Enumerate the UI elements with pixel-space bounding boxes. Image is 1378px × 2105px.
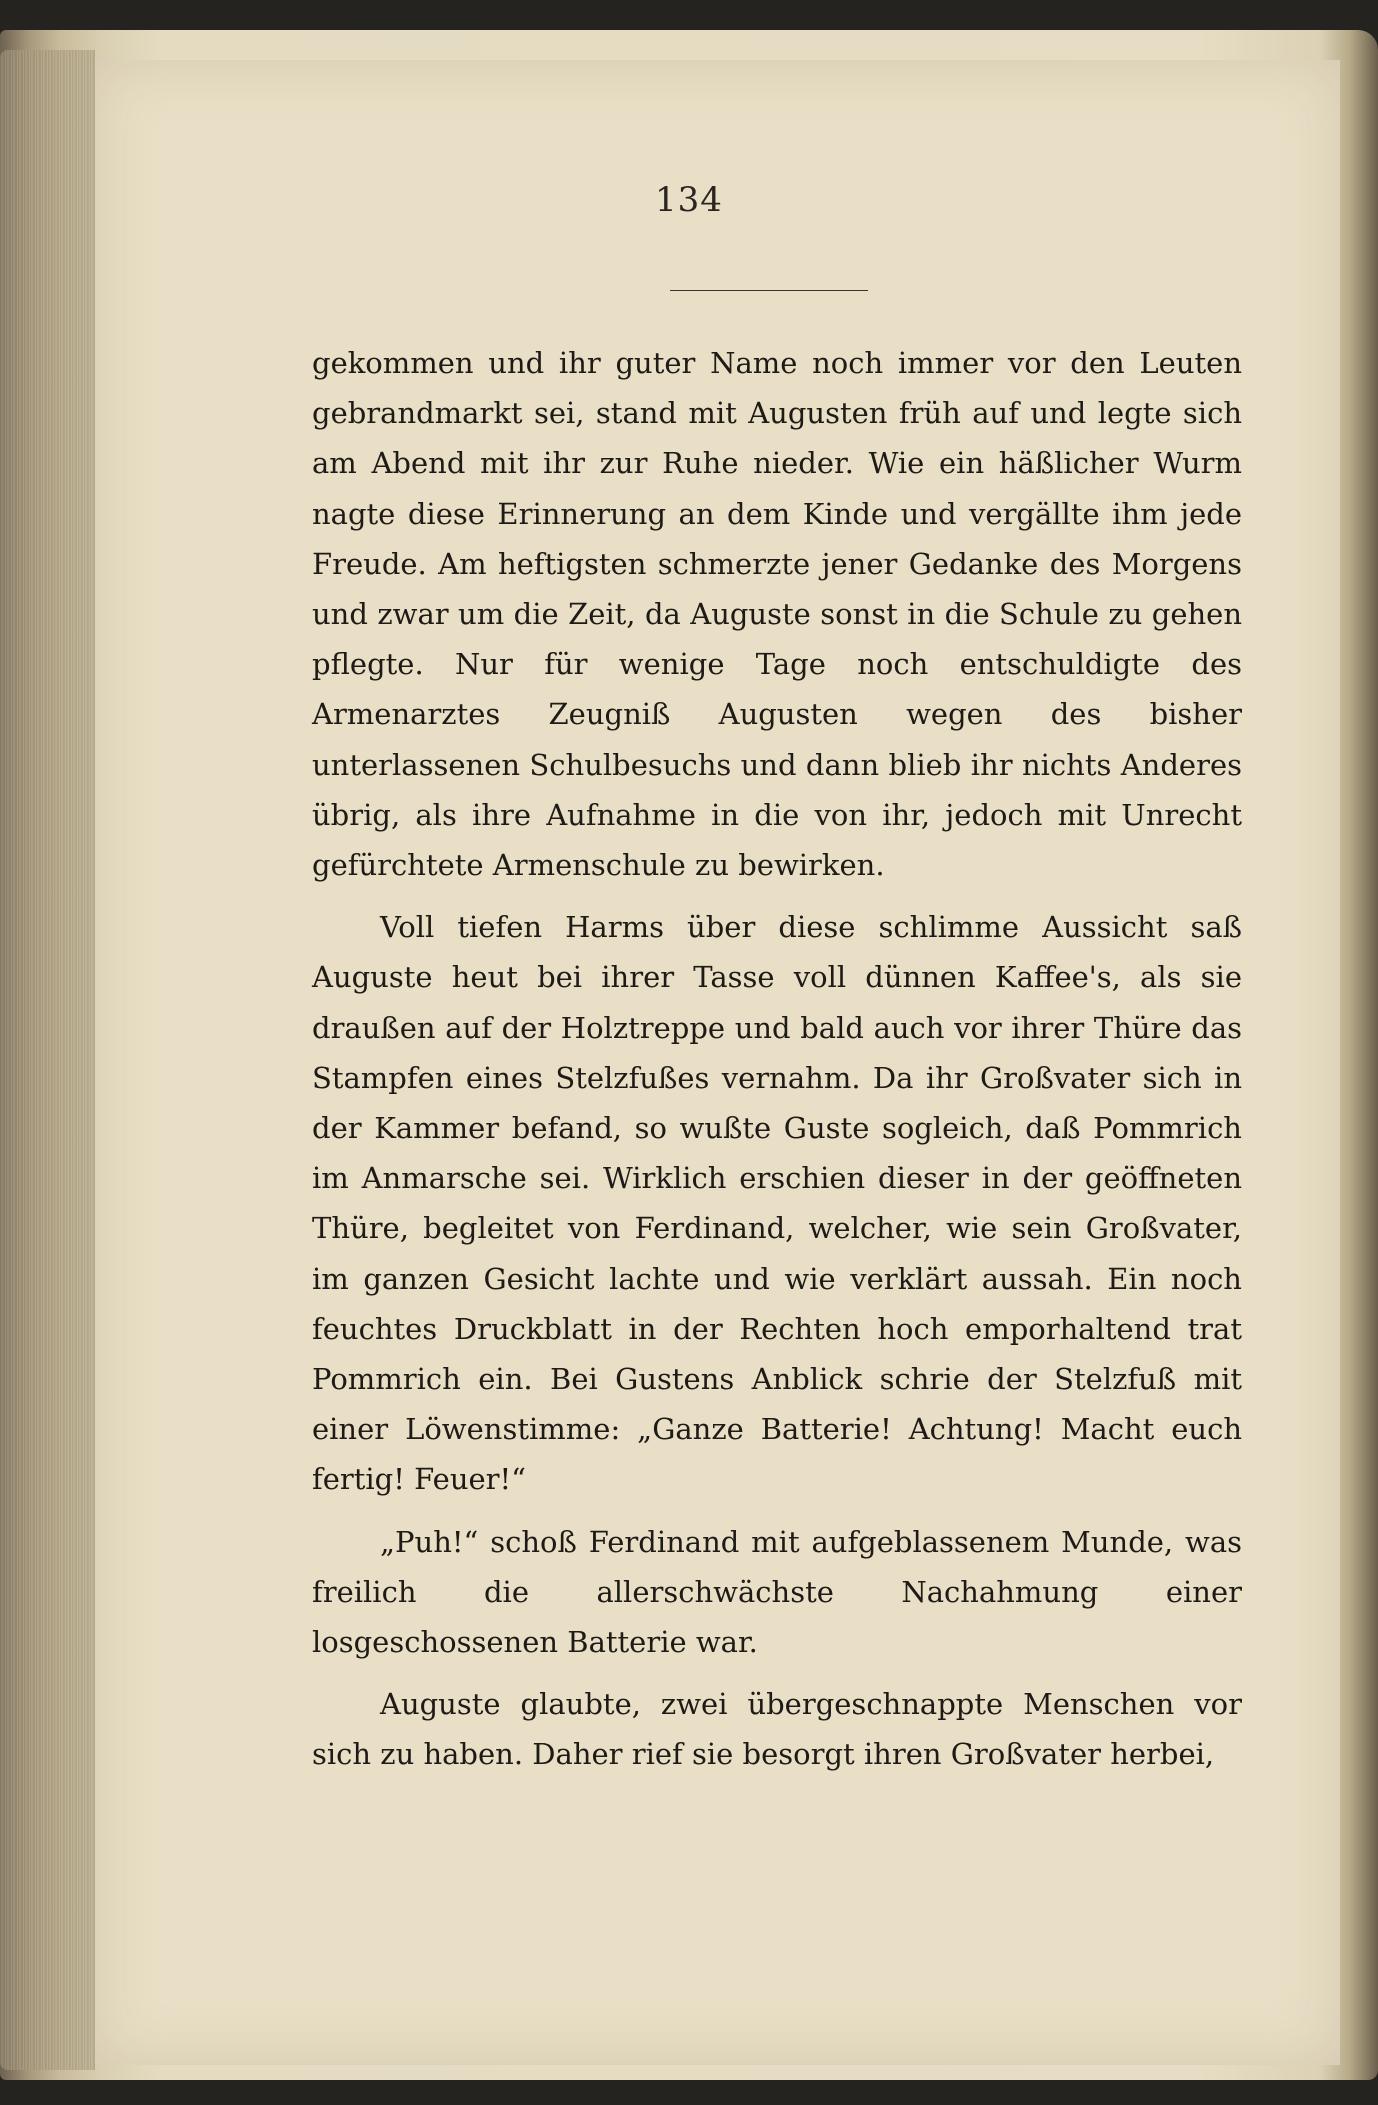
page-edges (0, 50, 95, 2070)
paragraph: Voll tiefen Harms über diese schlimme Aussicht saß Auguste heut bei ihrer Tasse voll dünnen Kaffee's, als sie draußen auf der Holztreppe und bald auch vor ihrer Thüre das Stampfen eines Stelzfußes vernahm. Da ihr Großvater sich in der Kammer befand, so wußte Guste sogleich, daß Pommrich im Anmarsche sei. Wirklich erschien dieser in der geöffneten Thüre, begleitet von Ferdinand, welcher, wie sein Großvater, im ganzen Gesicht lachte und wie verklärt aussah. Ein noch feuchtes Druckblatt in der Rechten hoch emporhaltend trat Pommrich ein. Bei Gustens Anblick schrie der Stelzfuß mit einer Löwenstimme: „Ganze Batterie! Achtung! Macht euch fertig! Feuer!“ (312, 910, 1242, 1497)
page-number: 134 (655, 180, 723, 220)
paragraph: gekommen und ihr guter Name noch immer vor den Leuten gebrandmarkt sei, stand mit Augusten früh auf und legte sich am Abend mit ihr zur Ruhe nieder. Wie ein häßlicher Wurm nagte diese Erinnerung an dem Kinde und vergällte ihm jede Freude. Am heftigsten schmerzte jener Gedanke des Morgens und zwar um die Zeit, da Auguste sonst in die Schule zu gehen pflegte. Nur für wenige Tage noch entschuldigte des Armenarztes Zeugniß Augusten wegen des bisher unterlassenen Schulbesuchs und dann blieb ihr nichts Anderes übrig, als ihre Aufnahme in die von ihr, jedoch mit Unrecht gefürchtete Armenschule zu bewirken. (312, 346, 1242, 883)
body-text (312, 338, 1242, 1780)
header-rule (670, 290, 868, 291)
paragraph: Auguste glaubte, zwei übergeschnappte Menschen vor sich zu haben. Daher rief sie besorgt ihren Großvater herbei, (312, 1687, 1242, 1772)
paragraph: „Puh!“ schoß Ferdinand mit aufgeblassenem Munde, was freilich die allerschwächste Nachahmung einer losgeschossenen Batterie war. (312, 1524, 1242, 1660)
